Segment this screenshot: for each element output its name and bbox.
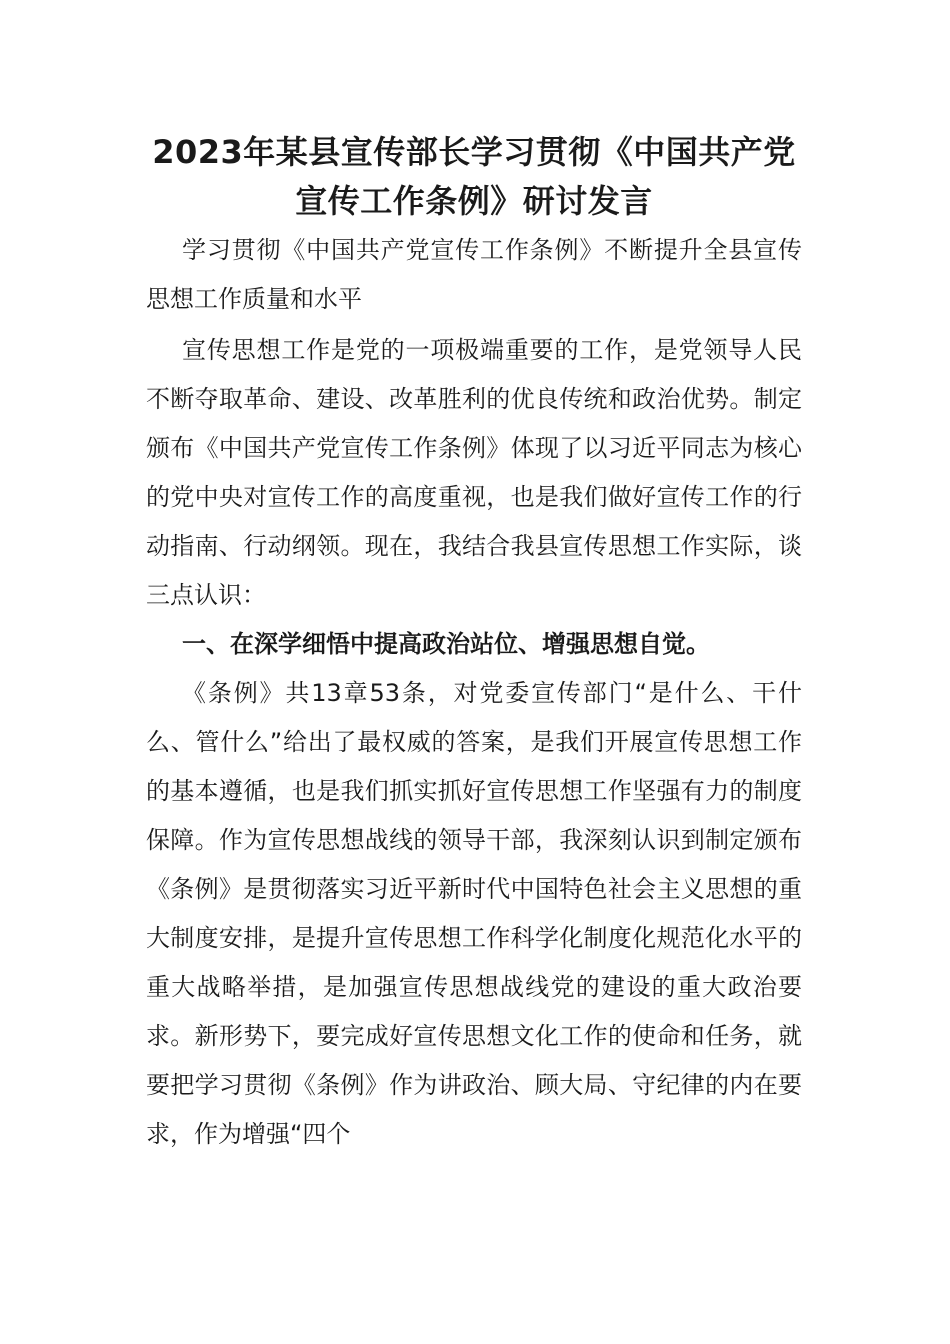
document-title: 2023年某县宣传部长学习贯彻《中国共产党宣传工作条例》研讨发言: [152, 133, 796, 220]
intro-paragraph: 宣传思想工作是党的一项极端重要的工作，是党领导人民不断夺取革命、建设、改革胜利的优良传统和政治优势。制定颁布《中国共产党宣传工作条例》体现了以习近平同志为核心的党中央对宣传工作的高度重视，也是我们做好宣传工作的行动指南、行动纲领。现在，我结合我县宣传思想工作实际，谈三点认识：: [146, 336, 802, 609]
document-page: [146, 128, 802, 1159]
section-1-paragraph: 《条例》共13章53条，对党委宣传部门“是什么、干什么、管什么”给出了最权威的答案，是我们开展宣传思想工作的基本遵循，也是我们抓实抓好宣传思想工作坚强有力的制度保障。作为宣传思想战线的领导干部，我深刻认识到制定颁布《条例》是贯彻落实习近平新时代中国特色社会主义思想的重大制度安排，是提升宣传思想工作科学化制度化规范化水平的重大战略举措，是加强宣传思想战线党的建设的重大政治要求。新形势下，要完成好宣传思想文化工作的使命和任务，就要把学习贯彻《条例》作为讲政治、顾大局、守纪律的内在要求，作为增强“四个: [146, 679, 802, 1148]
section-1-heading: 一、在深学细悟中提高政治站位、增强思想自觉。: [182, 630, 710, 658]
document-subtitle: 学习贯彻《中国共产党宣传工作条例》不断提升全县宣传思想工作质量和水平: [146, 236, 802, 313]
